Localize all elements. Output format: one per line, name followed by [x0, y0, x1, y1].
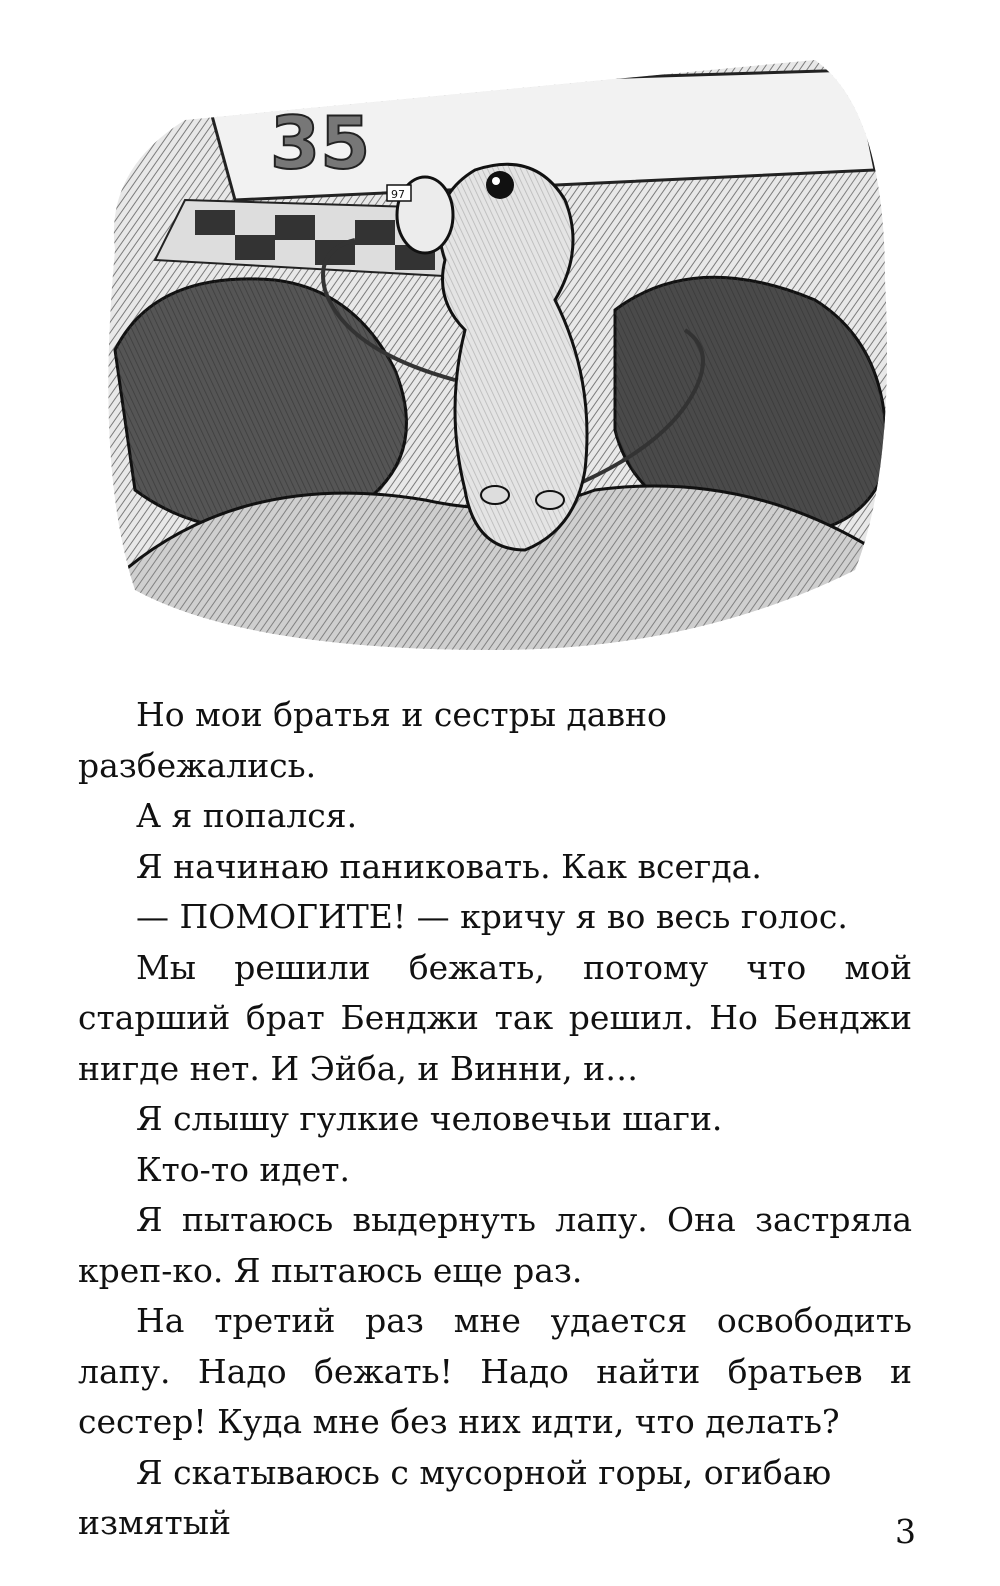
ear-tag-number: 97: [391, 188, 405, 201]
paragraph: — ПОМОГИТЕ! — кричу я во весь голос.: [136, 897, 848, 936]
story-text: [78, 690, 912, 1549]
page-number: 3: [895, 1512, 916, 1551]
paragraph: Я скатываюсь с мусорной горы, огибаю измятый: [78, 1452, 832, 1542]
paragraph: На третий раз мне удается освободить лапу. Надо бежать! Надо найти братьев и сестер! Куда мне без них идти, что делать?: [78, 1301, 912, 1441]
paragraph: Кто-то идет.: [136, 1149, 351, 1189]
paragraph: Но мои братья и сестры давно разбежались.: [78, 695, 667, 785]
paragraph: Я начинаю паниковать. Как всегда.: [136, 846, 762, 886]
mouse-illustration: [95, 50, 895, 670]
paragraph: А я попался.: [136, 796, 358, 835]
sign-number: 35: [270, 101, 371, 185]
paragraph: Я слышу гулкие человечьи шаги.: [136, 1099, 723, 1138]
paragraph: Мы решили бежать, потому что мой старший брат Бенджи так решил. Но Бенджи нигде нет. И Эйба, и Винни, и…: [78, 947, 912, 1088]
paragraph: Я пытаюсь выдернуть лапу. Она застряла креп-ко. Я пытаюсь еще раз.: [78, 1200, 912, 1290]
